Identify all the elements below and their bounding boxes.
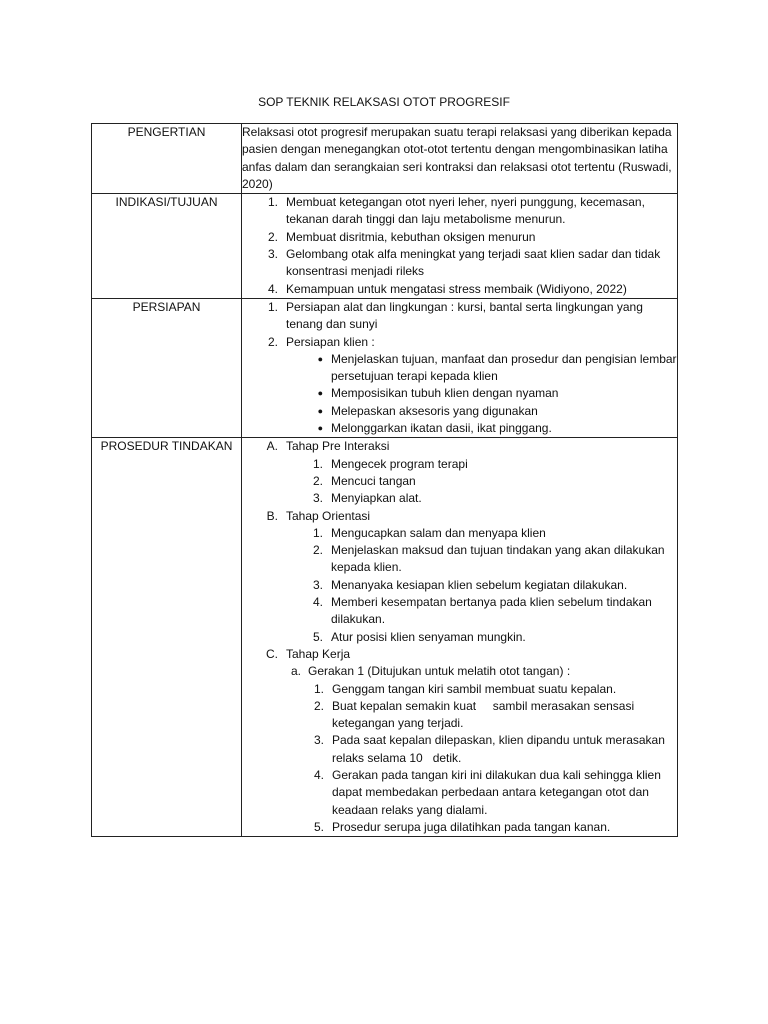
row-content-prosedur	[242, 438, 678, 837]
pengertian-text: Relaksasi otot progresif merupakan suatu terapi relaksasi yang diberikan kepada pasien dengan menegangkan otot-otot tertentu dengan mengombinasikan latiha anfas dalam dan serangkaian seri kontraksi dan relaksasi otot tertentu (Ruswadi, 2020)	[242, 125, 672, 191]
stage-marker: C.	[266, 646, 278, 661]
indikasi-list	[242, 194, 677, 298]
bullet-item	[286, 351, 677, 386]
gerakan-1	[286, 663, 677, 836]
list-number: 1.	[267, 299, 278, 314]
sop-table	[91, 123, 678, 837]
list-item	[286, 819, 677, 836]
list-number: 1.	[313, 681, 324, 696]
list-number: 4.	[312, 595, 323, 610]
stage-marker: A.	[266, 439, 278, 454]
table-row	[92, 124, 678, 194]
list-item-text: Prosedur serupa juga dilatihkan pada tangan kanan.	[332, 819, 611, 834]
list-item-text: Memberi kesempatan bertanya pada klien sebelum tindakan dilakukan.	[331, 595, 652, 627]
list-item-text: Menanyaka kesiapan klien sebelum kegiatan dilakukan.	[331, 577, 628, 592]
list-item-text: Membuat ketegangan otot nyeri leher, nyeri punggung, kecemasan, tekanan darah tinggi dan laju metabolisme menurun.	[286, 195, 645, 227]
bullet-text: Melepaskan aksesoris yang digunakan	[331, 403, 538, 418]
list-number: 3.	[312, 577, 323, 592]
list-number: 1.	[312, 525, 323, 540]
list-item-text: Genggam tangan kiri sambil membuat suatu kepalan.	[332, 681, 617, 696]
table-row	[92, 194, 678, 299]
list-item	[286, 594, 677, 629]
stage-title: Tahap Kerja	[286, 646, 351, 661]
list-item	[242, 299, 677, 334]
bullet-icon: ●	[317, 353, 323, 364]
row-label-pengertian: PENGERTIAN	[92, 124, 242, 194]
list-number: 5.	[313, 819, 324, 834]
list-item	[286, 698, 677, 733]
list-item-text: Gelombang otak alfa meningkat yang terjadi saat klien sadar dan tidak konsentrasi menjadi rileks	[286, 247, 661, 279]
list-number: 4.	[313, 767, 324, 782]
list-item-text: Pada saat kepalan dilepaskan, klien dipandu untuk merasakan relaks selama 10 detik.	[332, 733, 669, 765]
bullet-icon: ●	[317, 388, 323, 399]
bullet-item	[286, 420, 677, 437]
list-item-text: Mengecek program terapi	[331, 456, 468, 471]
list-number: 1.	[267, 195, 278, 210]
document-title: SOP TEKNIK RELAKSASI OTOT PROGRESIF	[258, 95, 510, 109]
list-item	[242, 194, 677, 229]
list-item	[286, 473, 677, 490]
list-item	[242, 281, 677, 298]
stage-title: Tahap Pre Interaksi	[286, 439, 390, 454]
row-label-persiapan: PERSIAPAN	[92, 298, 242, 437]
row-content-indikasi	[242, 194, 678, 299]
gerakan-1-steps	[286, 681, 677, 837]
persiapan-list	[242, 299, 677, 437]
list-item	[242, 334, 677, 438]
list-item	[242, 246, 677, 281]
row-content-persiapan	[242, 298, 678, 437]
list-number: 1.	[312, 456, 323, 471]
bullet-text: Menjelaskan tujuan, manfaat dan prosedur dan pengisian lembar persetujuan terapi kepada klien	[331, 351, 677, 384]
bullet-item	[286, 385, 677, 402]
stage-pre-interaksi	[242, 438, 677, 507]
bullet-icon: ●	[317, 423, 323, 434]
list-item-text: Buat kepalan semakin kuat sambil merasakan sensasi ketegangan yang terjadi.	[332, 698, 638, 731]
stage-a-steps	[286, 456, 677, 508]
list-number: 2.	[313, 698, 324, 713]
bullet-icon: ●	[317, 405, 323, 416]
row-content-pengertian	[242, 124, 678, 194]
list-item	[286, 732, 677, 767]
stage-marker: B.	[266, 508, 278, 523]
sub-title: Gerakan 1 (Ditujukan untuk melatih otot tangan) :	[308, 664, 571, 679]
list-number: 2.	[267, 229, 278, 244]
list-item	[286, 629, 677, 646]
table-row	[92, 438, 678, 837]
list-number: 3.	[313, 733, 324, 748]
row-label-indikasi: INDIKASI/TUJUAN	[92, 194, 242, 299]
list-item-text: Mencuci tangan	[331, 473, 416, 488]
list-item	[286, 577, 677, 594]
list-item	[242, 229, 677, 246]
list-number: 2.	[312, 473, 323, 488]
list-item-text: Mengucapkan salam dan menyapa klien	[331, 525, 546, 540]
list-item-text: Gerakan pada tangan kiri ini dilakukan dua kali sehingga klien dapat membedakan perbedaan antara ketegangan otot dan keadaan relaks yang dialami.	[332, 767, 661, 817]
stage-orientasi	[242, 508, 677, 646]
stage-b-steps	[286, 525, 677, 646]
sub-marker: a.	[290, 664, 301, 679]
list-item-text: Membuat disritmia, kebuthan oksigen menurun	[286, 229, 536, 244]
list-number: 3.	[312, 491, 323, 506]
list-item-text: Persiapan klien :	[286, 334, 375, 349]
list-number: 3.	[267, 247, 278, 262]
list-item-text: Menjelaskan maksud dan tujuan tindakan yang akan dilakukan kepada klien.	[331, 543, 665, 575]
list-number: 2.	[267, 334, 278, 349]
list-item-text: Atur posisi klien senyaman mungkin.	[331, 629, 526, 644]
list-number: 4.	[267, 281, 278, 296]
persiapan-bullet-list	[286, 351, 677, 437]
list-item-text: Kemampuan untuk mengatasi stress membaik (Widiyono, 2022)	[286, 281, 627, 296]
list-item	[286, 490, 677, 507]
prosedur-stage-list	[242, 438, 677, 836]
row-label-prosedur: PROSEDUR TINDAKAN	[92, 438, 242, 837]
table-row	[92, 298, 678, 437]
bullet-item	[286, 403, 677, 420]
list-number: 2.	[312, 543, 323, 558]
list-item	[286, 767, 677, 819]
list-item-text: Persiapan alat dan lingkungan : kursi, bantal serta lingkungan yang tenang dan sunyi	[286, 299, 643, 332]
list-item-text: Menyiapkan alat.	[331, 491, 422, 506]
list-item	[286, 542, 677, 577]
list-item	[286, 525, 677, 542]
list-item	[286, 681, 677, 698]
list-item	[286, 456, 677, 473]
stage-title: Tahap Orientasi	[286, 508, 371, 523]
list-number: 5.	[312, 629, 323, 644]
stage-kerja	[242, 646, 677, 836]
stage-c-sublist	[286, 663, 677, 836]
bullet-text: Memposisikan tubuh klien dengan nyaman	[331, 386, 559, 401]
bullet-text: Melonggarkan ikatan dasii, ikat pinggang.	[331, 421, 552, 436]
